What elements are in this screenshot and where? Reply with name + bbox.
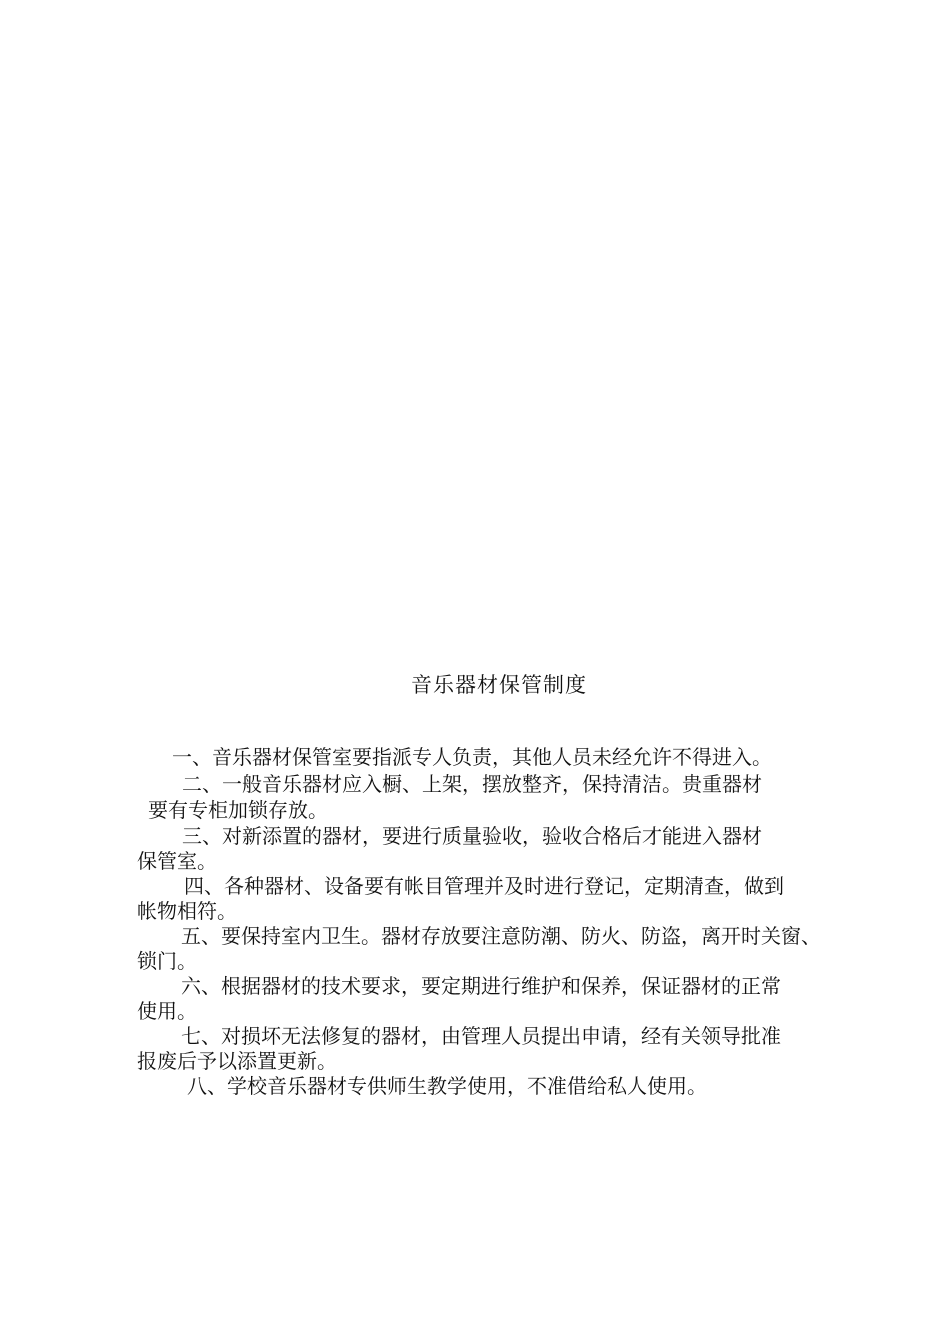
document-title: 音乐器材保管制度	[411, 673, 587, 697]
rule-3-line-1: 三、对新添置的器材，要进行质量验收，验收合格后才能进入器材	[182, 824, 762, 848]
rule-1-line-1: 一、音乐器材保管室要指派专人负责，其他人员未经允许不得进入。	[172, 745, 772, 769]
rule-7-line-1: 七、对损坏无法修复的器材，由管理人员提出申请，经有关领导批准	[181, 1024, 781, 1048]
rule-2-line-2: 要有专柜加锁存放。	[148, 798, 328, 822]
rule-5-line-1: 五、要保持室内卫生。器材存放要注意防潮、防火、防盗，离开时关窗、	[181, 924, 821, 948]
rule-6-line-2: 使用。	[137, 999, 197, 1023]
rule-7-line-2: 报废后予以添置更新。	[137, 1049, 337, 1073]
rule-4-line-2: 帐物相符。	[137, 899, 237, 923]
rule-5-line-2: 锁门。	[137, 949, 197, 973]
rule-8-line-1: 八、学校音乐器材专供师生教学使用，不准借给私人使用。	[187, 1074, 707, 1098]
rule-6-line-1: 六、根据器材的技术要求，要定期进行维护和保养，保证器材的正常	[181, 974, 781, 998]
rule-2-line-1: 二、一般音乐器材应入橱、上架，摆放整齐，保持清洁。贵重器材	[182, 772, 762, 796]
rule-3-line-2: 保管室。	[137, 849, 217, 873]
rule-4-line-1: 四、各种器材、设备要有帐目管理并及时进行登记，定期清查，做到	[184, 874, 784, 898]
